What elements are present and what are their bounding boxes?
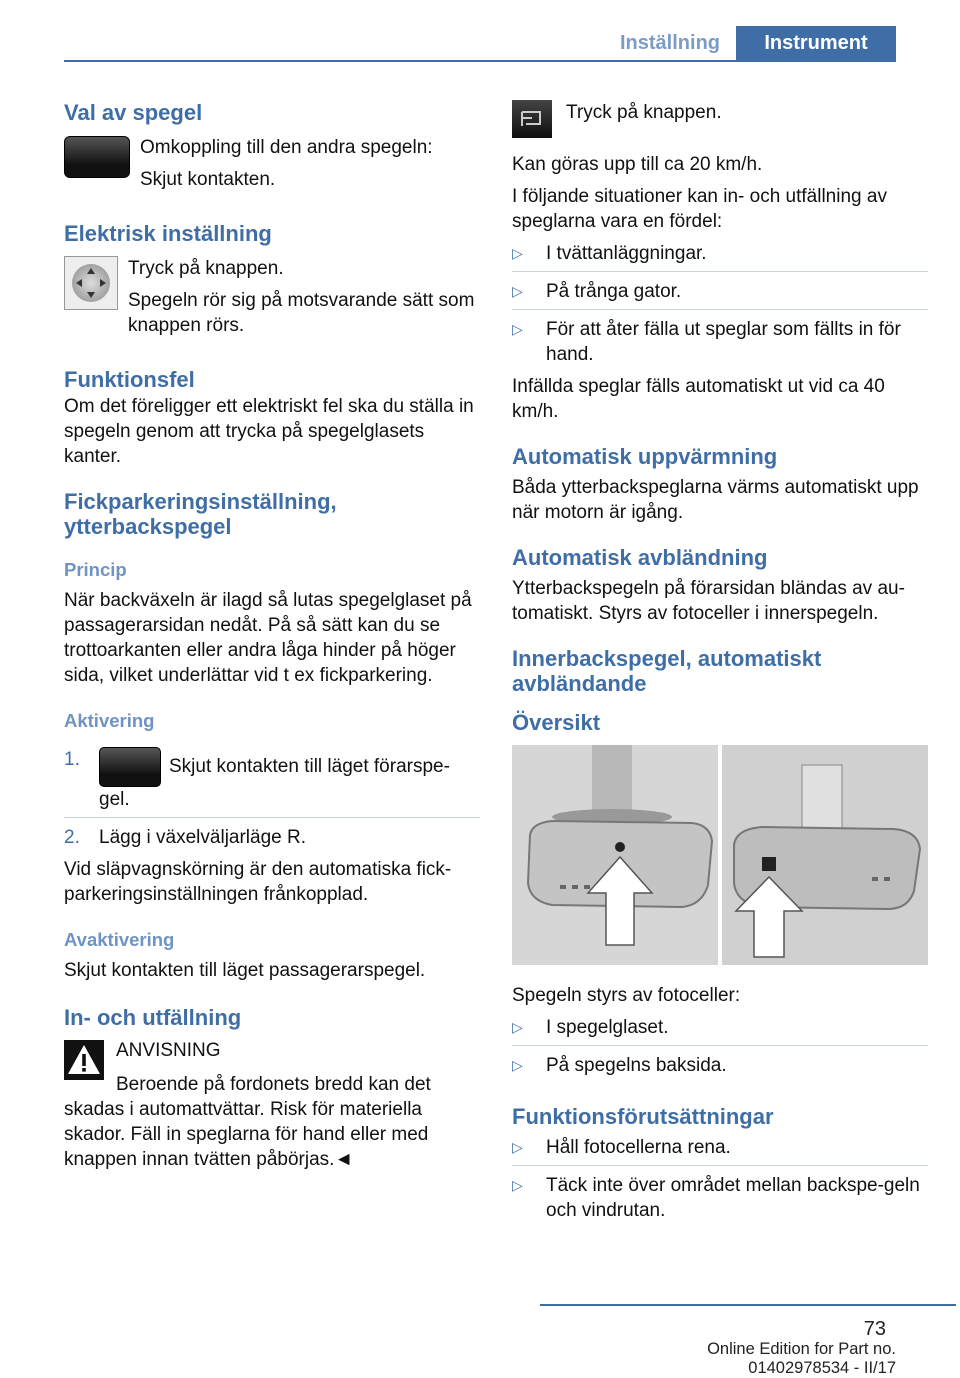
photocells-intro: Spegeln styrs av fotoceller: bbox=[512, 985, 741, 1006]
step-item bbox=[64, 747, 480, 818]
step-text: Lägg i växelväljarläge R. bbox=[99, 827, 307, 848]
mirror-overview-figure bbox=[512, 745, 928, 965]
list-item bbox=[512, 241, 928, 272]
list-text: För att åter fälla ut speglar som fällts in för hand. bbox=[546, 319, 901, 365]
auto-out-text: Infällda speglar fälls automatiskt ut vid ca 40 km/h. bbox=[512, 376, 885, 422]
step-text: Skjut kontakten till läget förarspe‐gel. bbox=[99, 756, 450, 810]
photocells-list bbox=[512, 1015, 928, 1078]
list-text: På spegelns baksida. bbox=[546, 1055, 727, 1076]
bullet-triangle-icon: ▷ bbox=[512, 1057, 523, 1073]
fold-button-text: Tryck på knappen. bbox=[566, 102, 722, 123]
heading-fickparkering: Fickparkeringsinställning, ytterbackspegel bbox=[64, 489, 337, 539]
heading-avblandning: Automatisk avbländning bbox=[512, 545, 768, 570]
notice-label: ANVISNING bbox=[116, 1040, 221, 1061]
electric-adjust-row bbox=[64, 256, 480, 345]
list-item bbox=[512, 1135, 928, 1166]
step-number: 2. bbox=[64, 827, 80, 848]
bullet-triangle-icon: ▷ bbox=[512, 1177, 523, 1193]
bullet-triangle-icon: ▷ bbox=[512, 283, 523, 299]
heading-oversikt: Översikt bbox=[512, 710, 601, 735]
mirror-switch-icon bbox=[99, 747, 161, 787]
bullet-triangle-icon: ▷ bbox=[512, 1139, 523, 1155]
list-item bbox=[512, 317, 928, 367]
heading-princip: Princip bbox=[64, 559, 127, 580]
list-text: Täck inte över området mellan backspe‐geln och vindrutan. bbox=[546, 1175, 920, 1221]
tab-instrument[interactable]: Instrument bbox=[736, 26, 896, 62]
heading-aktivering: Aktivering bbox=[64, 710, 155, 731]
tab-installning[interactable]: Inställning bbox=[620, 32, 720, 54]
list-text: I tvättanläggningar. bbox=[546, 243, 707, 264]
list-item bbox=[512, 279, 928, 310]
electric-line1: Tryck på knappen. bbox=[128, 258, 284, 279]
heading-elektrisk-installning: Elektrisk inställning bbox=[64, 221, 272, 246]
uppvarmning-text: Båda ytterbackspeglarna värms automatiskt upp när motorn är igång. bbox=[512, 477, 919, 523]
list-text: På trånga gator. bbox=[546, 281, 682, 302]
left-column bbox=[64, 100, 480, 1179]
mirror-select-line2: Skjut kontakten. bbox=[140, 169, 276, 190]
list-text: Håll fotocellerna rena. bbox=[546, 1137, 731, 1158]
notice-text: Beroende på fordonets bredd kan det skadas i automattvättar. Risk för materiella skador. Fäll in speglarna för hand eller med knappen innan tvätten påbörjas.◄ bbox=[64, 1074, 431, 1170]
avblandning-text: Ytterbackspegeln på förarsidan bländas av au‐tomatiskt. Styrs av fotoceller i innerspegeln. bbox=[512, 578, 905, 624]
princip-text: När backväxeln är ilagd så lutas spegelglaset på passagerarsidan nedåt. På så sätt kan du se trottoarkanten eller andra låga hinder på höger sida, vilket underlättar vid t ex fickparkering. bbox=[64, 590, 472, 686]
trailer-note: Vid släpvagnskörning är den automatiska fick‐parkeringsinställningen frånkopplad. bbox=[64, 859, 452, 905]
mirror-back-illustration bbox=[722, 745, 928, 965]
heading-avaktivering: Avaktivering bbox=[64, 929, 175, 950]
step-number: 1. bbox=[64, 749, 80, 770]
bullet-triangle-icon: ▷ bbox=[512, 1019, 523, 1035]
list-item bbox=[512, 1015, 928, 1046]
list-item bbox=[512, 1053, 928, 1078]
warning-icon bbox=[64, 1040, 104, 1080]
speed-text: Kan göras upp till ca 20 km/h. bbox=[512, 154, 763, 175]
mirror-select-line1: Omkoppling till den andra spegeln: bbox=[140, 137, 433, 158]
heading-innerbackspegel: Innerbackspegel, automatiskt avbländande bbox=[512, 646, 822, 696]
fold-mirror-button-icon bbox=[512, 100, 552, 138]
heading-forutsattningar: Funktionsförutsättningar bbox=[512, 1104, 774, 1129]
mirror-front-illustration bbox=[512, 745, 718, 965]
situations-intro: I följande situationer kan in- och utfällning av speglarna vara en fördel: bbox=[512, 186, 887, 232]
list-item bbox=[512, 1173, 928, 1223]
heading-in-utfallning: In- och utfällning bbox=[64, 1005, 242, 1030]
page-number: 73 bbox=[863, 1318, 886, 1340]
funktionsfel-text: Om det föreligger ett elektriskt fel ska du ställa in spegeln genom att trycka på spegelglasets kanter. bbox=[64, 396, 474, 467]
mirror-switch-icon bbox=[64, 136, 130, 178]
list-text: I spegelglaset. bbox=[546, 1017, 669, 1038]
step-item bbox=[64, 825, 480, 850]
electric-line2: Spegeln rör sig på motsvarande sätt som knappen rörs. bbox=[128, 290, 475, 336]
bullet-triangle-icon: ▷ bbox=[512, 245, 523, 261]
heading-funktionsfel: Funktionsfel bbox=[64, 367, 195, 392]
bullet-triangle-icon: ▷ bbox=[512, 321, 523, 337]
avaktivering-text: Skjut kontakten till läget passagerarspegel. bbox=[64, 960, 426, 981]
mirror-select-row bbox=[64, 135, 480, 199]
conditions-list bbox=[512, 1135, 928, 1223]
fold-button-row bbox=[512, 100, 928, 138]
heading-uppvarmning: Automatisk uppvärmning bbox=[512, 444, 778, 469]
situations-list bbox=[512, 241, 928, 367]
edition-text: Online Edition for Part no. 01402978534 - II/17 bbox=[707, 1340, 896, 1377]
activation-steps bbox=[64, 747, 480, 850]
joystick-button-icon bbox=[64, 256, 118, 310]
footer-rule bbox=[540, 1304, 956, 1306]
heading-val-av-spegel: Val av spegel bbox=[64, 100, 203, 125]
right-column bbox=[512, 100, 928, 1230]
